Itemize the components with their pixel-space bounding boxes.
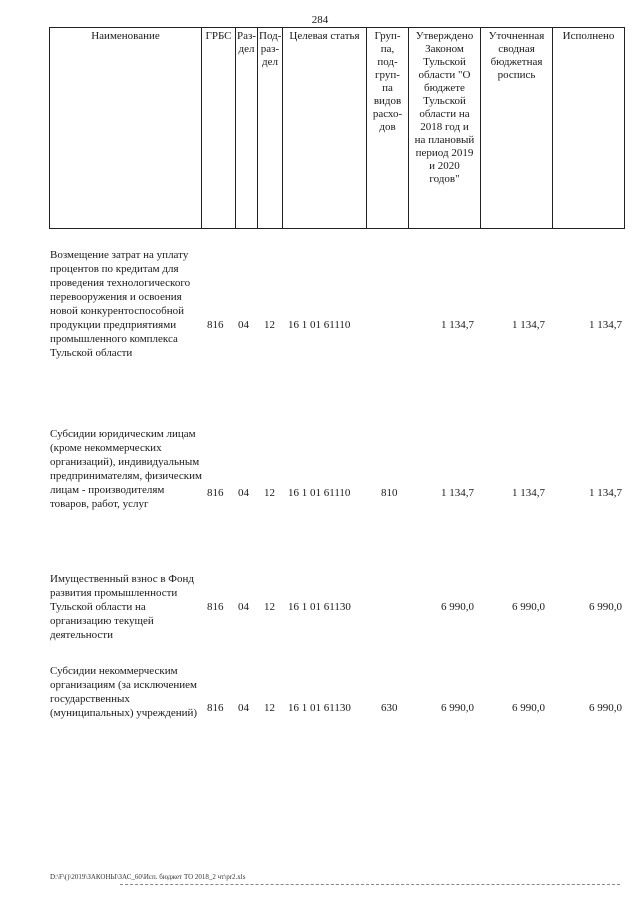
header-target: Целевая статья	[283, 28, 367, 229]
row-done: 1 134,7	[589, 487, 622, 499]
row-approved: 6 990,0	[441, 702, 474, 714]
header-vid: Груп- па, под- груп- па видов расхо- дов	[367, 28, 409, 229]
row-podrazdel: 12	[264, 601, 275, 613]
row-grbs: 816	[207, 319, 224, 331]
row-target: 16 1 01 61110	[288, 487, 351, 499]
header-podrazdel: Под- раз- дел	[258, 28, 283, 229]
row-approved: 6 990,0	[441, 601, 474, 613]
row-target: 16 1 01 61130	[288, 702, 351, 714]
row-vid: 810	[381, 487, 398, 499]
row-target: 16 1 01 61130	[288, 601, 351, 613]
header-approved: Утверждено Законом Тульской области "О бюджете Тульской области на 2018 год и на плановый период 2019 и 2020 годов"	[409, 28, 481, 229]
row-razdel: 04	[238, 319, 249, 331]
row-razdel: 04	[238, 702, 249, 714]
table-header	[49, 27, 625, 229]
row-refined: 6 990,0	[512, 702, 545, 714]
row-target: 16 1 01 61110	[288, 319, 351, 331]
header-done: Исполнено	[553, 28, 625, 229]
header-refined: Уточненная сводная бюджетная роспись	[481, 28, 553, 229]
row-approved: 1 134,7	[441, 319, 474, 331]
row-name: Субсидии юридическим лицам (кроме некоммерческих организаций), индивидуальным предпринимателям, физическим лицам - производителям товаров, работ, услуг	[50, 428, 202, 510]
row-done: 1 134,7	[589, 319, 622, 331]
row-done: 6 990,0	[589, 601, 622, 613]
row-podrazdel: 12	[264, 487, 275, 499]
row-grbs: 816	[207, 487, 224, 499]
header-name: Наименование	[50, 28, 202, 229]
row-name: Субсидии некоммерческим организациям (за исключением государственных (муниципальных) учреждений)	[50, 665, 198, 719]
row-podrazdel: 12	[264, 702, 275, 714]
file-path-footer: D:\F\()\2019\ЗАКОНЫ\ЗАС_60\Исп. бюджет ТО 2018_2 чт\pr2.xls	[50, 873, 246, 881]
header-razdel: Раз- дел	[236, 28, 258, 229]
row-razdel: 04	[238, 601, 249, 613]
row-vid: 630	[381, 702, 398, 714]
row-grbs: 816	[207, 702, 224, 714]
row-refined: 1 134,7	[512, 487, 545, 499]
row-refined: 6 990,0	[512, 601, 545, 613]
row-approved: 1 134,7	[441, 487, 474, 499]
row-razdel: 04	[238, 487, 249, 499]
footer-divider	[120, 884, 620, 885]
row-refined: 1 134,7	[512, 319, 545, 331]
row-name: Имущественный взнос в Фонд развития промышленности Тульской области на организацию текущей деятельности	[50, 573, 194, 641]
row-grbs: 816	[207, 601, 224, 613]
page-number: 284	[311, 14, 329, 26]
row-done: 6 990,0	[589, 702, 622, 714]
header-grbs: ГРБС	[202, 28, 236, 229]
row-podrazdel: 12	[264, 319, 275, 331]
row-name: Возмещение затрат на уплату процентов по кредитам для проведения технологического перевооружения и освоения новой конкурентоспособной продукции предприятиями промышленного комплекса Тульской области	[50, 249, 191, 359]
